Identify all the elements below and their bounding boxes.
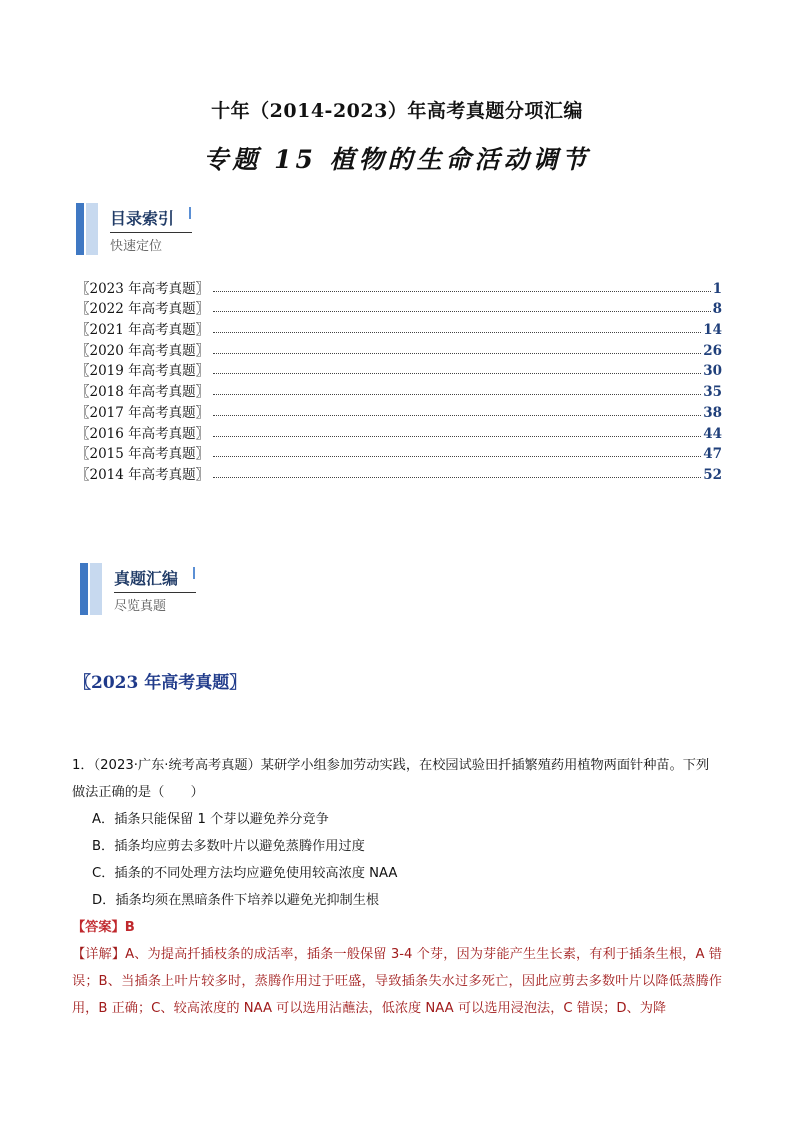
section-bar-light [90, 563, 102, 615]
toc-entry-page: 44 [703, 425, 722, 442]
toc-leader-dots [213, 353, 701, 354]
toc-entry-page: 38 [703, 404, 722, 421]
answer-line: 【答案】B [72, 920, 135, 935]
toc-entry[interactable] [76, 297, 722, 318]
toc-leader-dots [213, 332, 701, 333]
option-b: B．插条均应剪去多数叶片以避免蒸腾作用过度 [92, 839, 365, 854]
toc-entry-page: 47 [703, 446, 722, 463]
section-bar-dark [80, 563, 88, 615]
toc-entry-label: 〖2019 年高考真题〗 [76, 363, 210, 380]
toc-entry[interactable] [76, 359, 722, 380]
toc-entry-page: 30 [703, 363, 722, 380]
document-title: 十年（2014-2023）年高考真题分项汇编 [211, 100, 583, 122]
toc-entry[interactable] [76, 379, 722, 400]
toc-entry-label: 〖2021 年高考真题〗 [76, 322, 210, 339]
toc-leader-dots [213, 436, 701, 437]
toc-entry-label: 〖2016 年高考真题〗 [76, 425, 210, 442]
toc-entry-label: 〖2022 年高考真题〗 [76, 301, 210, 318]
question-stem: 1．（2023·广东·统考高考真题）某研学小组参加劳动实践，在校园试验田扦插繁殖药用植物两面针种苗。下列做法正确的是（ ） [72, 758, 710, 800]
toc-entry-label: 〖2023 年高考真题〗 [76, 280, 210, 297]
toc-entry-label: 〖2020 年高考真题〗 [76, 342, 210, 359]
toc-leader-dots [213, 291, 710, 292]
section-rule [110, 232, 192, 233]
toc-entry-page: 35 [703, 384, 722, 401]
toc-entry-page: 1 [712, 280, 722, 297]
toc-entry-label: 〖2017 年高考真题〗 [76, 404, 210, 421]
toc-section-title: 目录索引 [110, 209, 175, 228]
toc-entry-label: 〖2018 年高考真题〗 [76, 384, 210, 401]
toc-leader-dots [213, 394, 701, 395]
real-questions-section-title: 真题汇编 [114, 569, 179, 588]
question-block [72, 752, 722, 1022]
real-questions-section-subtitle: 尽览真题 [114, 599, 167, 614]
option-c: C．插条的不同处理方法均应避免使用较高浓度 NAA [92, 866, 398, 881]
section-bar-dark [76, 203, 84, 255]
option-d: D．插条均须在黑暗条件下培养以避免光抑制生根 [92, 893, 380, 908]
toc-entry[interactable] [76, 442, 722, 463]
table-of-contents [76, 276, 722, 483]
option-a: A．插条只能保留 1 个芽以避免养分竞争 [92, 812, 329, 827]
toc-entry[interactable] [76, 400, 722, 421]
toc-entry[interactable] [76, 421, 722, 442]
toc-leader-dots [213, 373, 701, 374]
section-tick-mark [193, 567, 195, 579]
section-tick-mark [189, 207, 191, 219]
answer-explanation: 【详解】A、为提高扦插枝条的成活率，插条一般保留 3-4 个芽，因为芽能产生生长素，有利于插条生根，A 错误；B、当插条上叶片较多时，蒸腾作用过于旺盛，导致插条失水过多死亡，因此应剪去多数叶片以降低蒸腾作用，B 正确；C、较高浓度的 NAA 可以选用沾蘸法，低浓度 NAA 可以选用浸泡法，C 错误；D、为降 [72, 947, 722, 1016]
toc-entry[interactable] [76, 276, 722, 297]
toc-entry-page: 52 [703, 466, 722, 483]
document-subtitle: 专题 15 植物的生命活动调节 [203, 145, 591, 174]
section-rule [114, 592, 196, 593]
toc-entry-label: 〖2015 年高考真题〗 [76, 446, 210, 463]
toc-entry-page: 14 [703, 322, 722, 339]
section-bar-light [86, 203, 98, 255]
year-heading: 〖2023 年高考真题〗 [74, 673, 247, 693]
toc-entry-label: 〖2014 年高考真题〗 [76, 466, 210, 483]
toc-section-subtitle: 快速定位 [110, 239, 163, 254]
toc-leader-dots [213, 311, 710, 312]
toc-entry[interactable] [76, 462, 722, 483]
toc-leader-dots [213, 415, 701, 416]
toc-entry-page: 26 [703, 342, 722, 359]
toc-entry[interactable] [76, 317, 722, 338]
toc-entry-page: 8 [712, 301, 722, 318]
toc-entry[interactable] [76, 338, 722, 359]
toc-leader-dots [213, 477, 701, 478]
toc-leader-dots [213, 456, 701, 457]
